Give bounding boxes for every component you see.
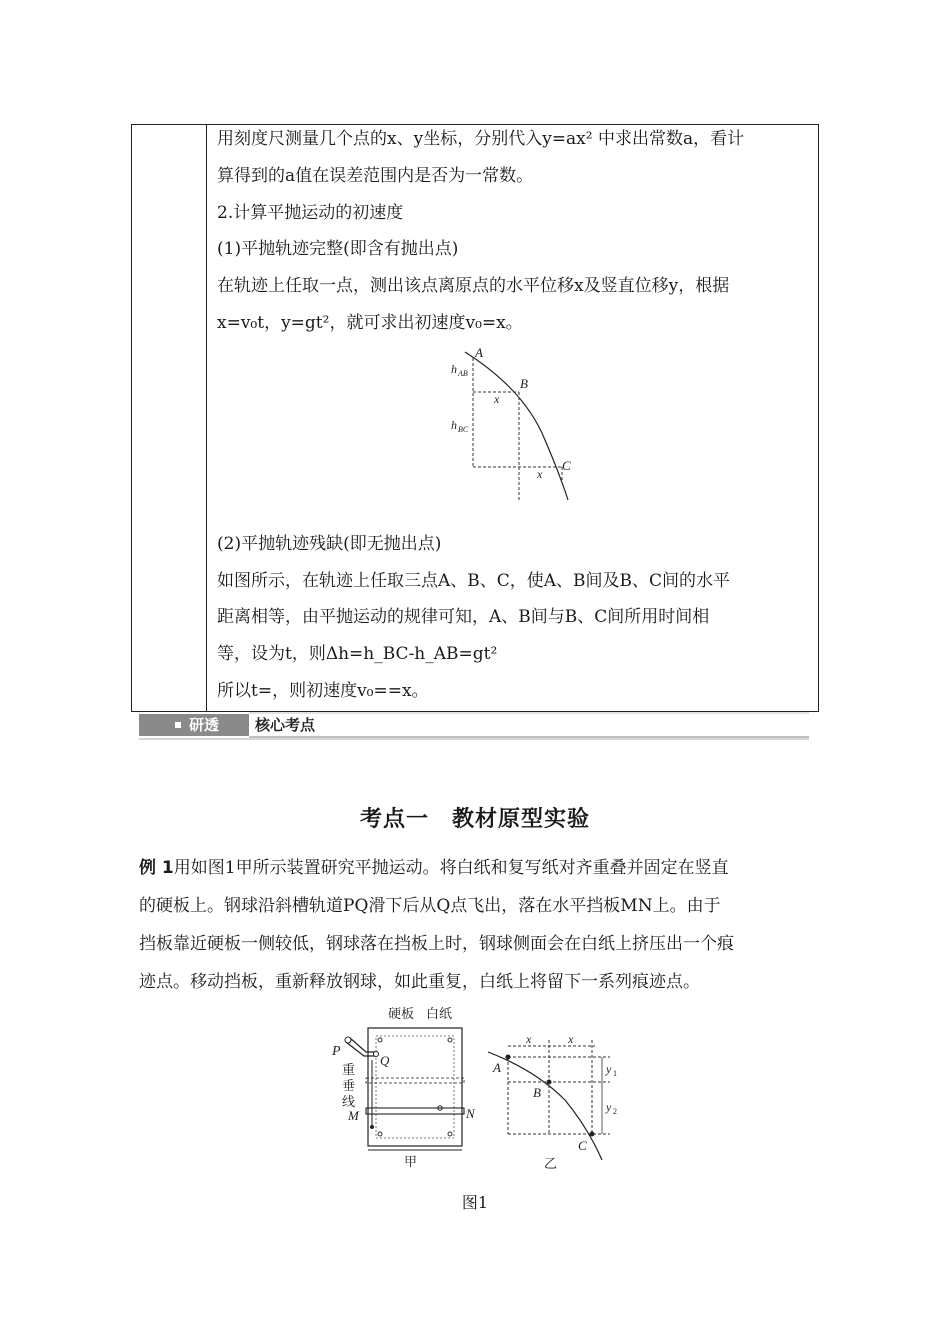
figure-caption: 图1 (461, 1193, 489, 1212)
label-y1-sub: 1 (613, 1069, 617, 1078)
example-line-3: 挡板靠近硬板一侧较低，钢球落在挡板上时，钢球侧面会在白纸上挤压出一个痕 (139, 934, 734, 954)
trajectory-figure (440, 340, 590, 505)
plumb-bob (370, 1125, 374, 1129)
point-b (547, 1080, 552, 1085)
example-line-2: 的硬板上。钢球沿斜槽轨道PQ滑下后从Q点飞出，落在水平挡板MN上。由于 (139, 896, 721, 916)
example-line-1-text: 用如图1甲所示装置研究平抛运动。将白纸和复写纸对齐重叠并固定在竖直 (173, 858, 729, 878)
trajectory-curve (465, 352, 568, 500)
pin-icon (378, 1132, 382, 1136)
label-yi: 乙 (544, 1156, 558, 1171)
box-line-6: x=v₀t，y=gt²，就可求出初速度v₀=x。 (217, 313, 523, 333)
point-q (374, 1052, 379, 1057)
label-n: N (466, 1106, 475, 1121)
label-x-bottom: x (537, 467, 543, 481)
point-c (590, 1132, 595, 1137)
label-hab-sub: AB (458, 369, 468, 378)
apparatus-diagram (331, 1006, 476, 1169)
banner-tag-label: 研透 (189, 716, 220, 734)
label-b: B (520, 376, 528, 391)
banner-shadow-rule (139, 738, 809, 740)
label-b: B (533, 1085, 541, 1100)
example-label: 例 1 (139, 858, 174, 878)
banner-top-rule (249, 712, 809, 714)
box-line-11: 所以t=，则初速度v₀==x。 (217, 681, 429, 701)
label-c: C (562, 458, 571, 473)
label-y1: y (606, 1062, 612, 1076)
label-x-top: x (494, 392, 500, 406)
chute-track-edge (350, 1038, 376, 1052)
banner-title: 核心考点 (255, 716, 316, 734)
trace-diagram (488, 1032, 617, 1171)
baffle-upper (366, 1078, 464, 1083)
box-line-3: 2.计算平抛运动的初速度 (217, 203, 404, 223)
label-q: Q (380, 1053, 390, 1068)
label-white-paper: 白纸 (426, 1006, 453, 1021)
box-line-4: (1)平抛轨迹完整(即含有抛出点) (217, 239, 459, 259)
box-divider (206, 125, 207, 711)
label-x2: x (568, 1032, 574, 1046)
example-line-4: 迹点。移动挡板，重新释放钢球，如此重复，白纸上将留下一系列痕迹点。 (139, 972, 700, 992)
label-hbc-sub: BC (458, 425, 469, 434)
example-line-1 (139, 857, 729, 879)
box-line-1: 用刻度尺测量几个点的x、y坐标，分别代入y=ax² 中求出常数a，看计 (217, 129, 745, 149)
box-line-9: 距离相等，由平抛运动的规律可知，A、B间与B、C间所用时间相 (217, 607, 710, 627)
steel-ball (345, 1037, 351, 1043)
label-p: P (332, 1044, 341, 1059)
box-line-5: 在轨迹上任取一点，测出该点离原点的水平位移x及竖直位移y，根据 (217, 276, 730, 296)
point-a (506, 1055, 511, 1060)
section-title: 考点一 教材原型实验 (359, 807, 590, 832)
label-hbc: h (451, 418, 457, 432)
label-jia: 甲 (404, 1154, 418, 1169)
box-line-2: 算得到的a值在误差范围内是否为一常数。 (217, 166, 534, 186)
pin-icon (378, 1038, 382, 1042)
hard-board (368, 1028, 462, 1146)
box-line-8: 如图所示，在轨迹上任取三点A、B、C，使A、B间及B、C间的水平 (217, 571, 731, 591)
label-y2-sub: 2 (613, 1107, 617, 1116)
label-plumb-2: 垂 (342, 1078, 356, 1093)
label-a: A (493, 1060, 501, 1075)
box-line-7: (2)平抛轨迹残缺(即无抛出点) (217, 534, 442, 554)
baffle-mn (366, 1108, 464, 1114)
figure-1 (320, 1000, 640, 1180)
label-c: C (578, 1138, 587, 1153)
label-y2: y (606, 1100, 612, 1114)
label-plumb-1: 重 (342, 1062, 356, 1077)
label-hab: h (451, 362, 457, 376)
pin-icon (448, 1132, 452, 1136)
section-banner (139, 712, 809, 740)
banner-tag (139, 714, 249, 736)
label-x1: x (526, 1032, 532, 1046)
chute-track (346, 1042, 376, 1056)
square-bullet-icon (175, 722, 181, 728)
label-a: A (475, 345, 483, 360)
label-m: M (348, 1108, 359, 1123)
label-plumb-3: 线 (342, 1094, 356, 1109)
box-line-10: 等，设为t，则Δh=h_BC-h_AB=gt² (217, 644, 498, 664)
white-paper (376, 1036, 454, 1138)
pin-icon (448, 1038, 452, 1042)
label-hard-board: 硬板 (388, 1006, 415, 1021)
